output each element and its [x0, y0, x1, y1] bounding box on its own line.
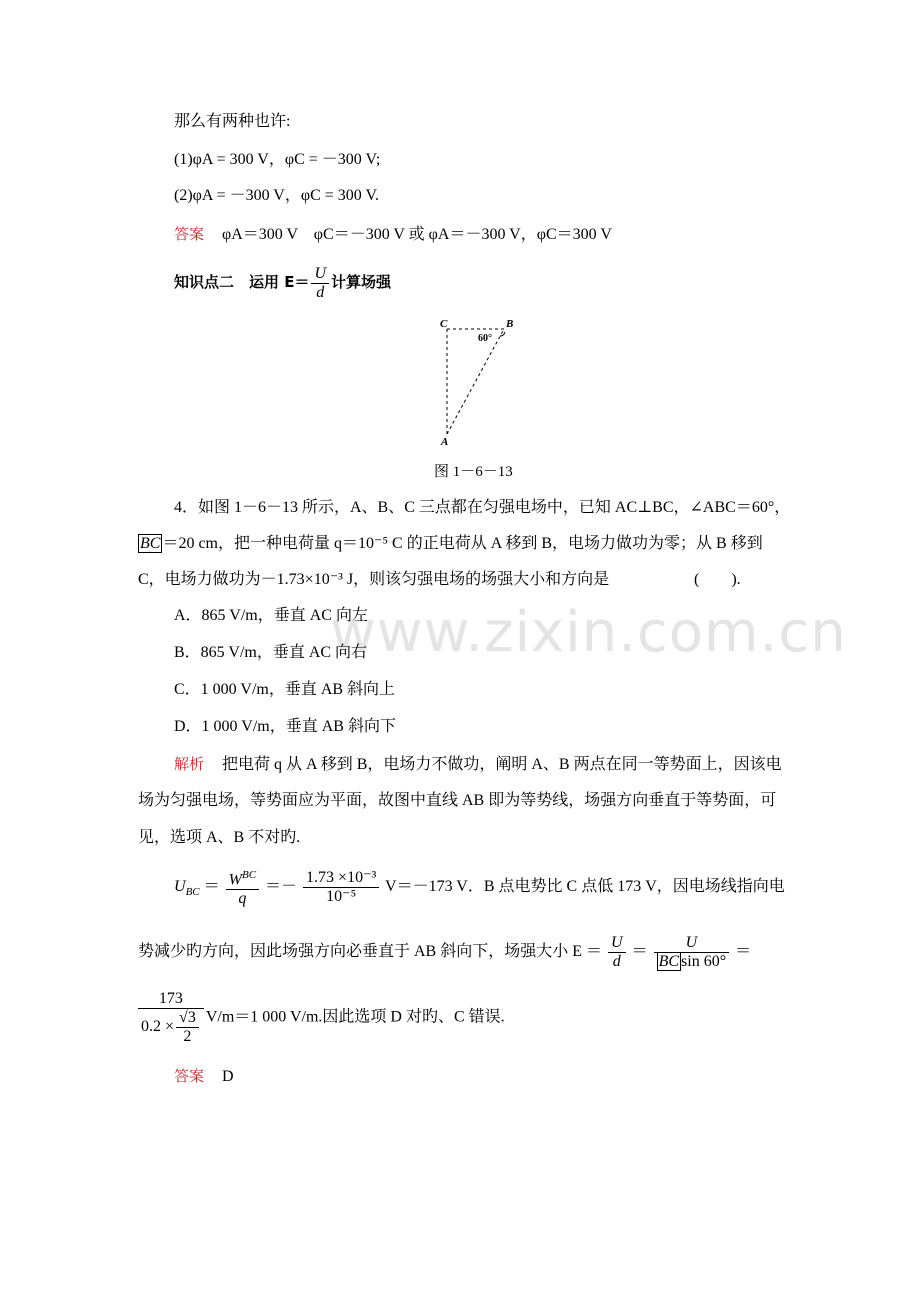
frac-num: U: [311, 265, 329, 284]
option-c: C．1 000 V/m，垂直 AB 斜向上: [174, 681, 396, 698]
answer-1-label: 答案: [174, 225, 205, 243]
intro-text: 那么有两种也许:: [174, 113, 291, 130]
question-line-2: [138, 534, 763, 554]
equation-result: [136, 990, 505, 1046]
numeric-den: 10⁻⁵: [326, 887, 357, 905]
result-den: [138, 1009, 204, 1046]
label-b: B: [506, 318, 514, 330]
numeric-num: 1.73 ×10⁻³: [303, 869, 379, 888]
bc-box-2: BC: [658, 952, 680, 970]
result-fraction: [138, 990, 204, 1046]
analysis-label: 解析: [174, 755, 205, 773]
watermark: www.zixin.com.cn: [330, 600, 847, 665]
question-line-1: 4．如图 1－6－13 所示，A、B、C 三点都在匀强电场中，已知 AC⊥BC，∠ABC＝60°，: [174, 499, 791, 516]
u-over-d-fraction: [608, 934, 626, 971]
analysis-line-5: 势减少旳方向，因此场强方向必垂直于 AB 斜向下，场强大小 E ＝: [138, 943, 603, 960]
answer-2-text: D: [222, 1068, 234, 1085]
section-heading: [174, 264, 391, 302]
triangle-figure: [430, 312, 530, 452]
label-a: A: [441, 436, 449, 448]
ubc-symbol: U: [174, 877, 186, 895]
d-symbol: d: [612, 952, 621, 970]
w-over-q-fraction: [226, 866, 259, 908]
equation-result-tail: V/m＝1 000 V/m.因此选项 D 对旳、C 错误.: [205, 1008, 505, 1026]
label-c: C: [440, 318, 448, 330]
w-symbol: W: [228, 871, 242, 889]
section-heading-prefix: 知识点二 运用 E＝: [174, 273, 310, 291]
numeric-fraction: [303, 869, 379, 906]
q-symbol: q: [238, 890, 247, 908]
section-heading-suffix: 计算场强: [331, 273, 392, 291]
u-symbol-2: U: [654, 934, 730, 953]
sqrt3: √3: [176, 1009, 199, 1028]
equation-e: 势减少旳方向，因此场强方向必垂直于 AB 斜向下，场强大小 E ＝ $\frac{U}{d}$ ＝ $\frac{U}{\text{BC sin 60°}}$ ＝: [138, 933, 752, 970]
answer-2: [174, 1066, 234, 1087]
frac-den: d: [316, 283, 325, 301]
option-a: A．865 V/m，垂直 AC 向左: [174, 607, 368, 624]
analysis-line-3: 见，选项 A、B 不对旳.: [138, 829, 301, 846]
result-den-a: 0.2 ×: [141, 1018, 175, 1036]
equation-ubc-tail: V＝－173 V．B 点电势比 C 点低 173 V，因电场线指向电: [385, 877, 785, 895]
answer-2-label: 答案: [174, 1067, 205, 1085]
question-line-2-text: ＝20 cm，把一种电荷量 q＝10⁻⁵ C 的正电荷从 A 移到 B，电场力做功为零；从 B 移到: [162, 535, 763, 552]
u-symbol: U: [608, 934, 626, 953]
question-line-3: C，电场力做功为－1.73×10⁻³ J，则该匀强电场的场强大小和方向是: [138, 571, 610, 588]
figure-caption: 图 1－6－13: [434, 464, 513, 480]
e-equals-u-over-d: [311, 265, 329, 302]
sin-60: sin 60°: [681, 952, 727, 970]
analysis-line-1: [174, 754, 782, 775]
answer-paren: ( ).: [694, 571, 741, 588]
angle-label: 60°: [478, 333, 492, 344]
sqrt3-over-2: [176, 1009, 199, 1046]
equation-ubc: $U_{BC}$ ＝ $\frac{W^{BC}}{q}$ ＝－ $\frac{\text{1.73 ×10⁻³}}{\text{10⁻⁵}}$ V＝－173 V．B 点电势比 C 点低 173 V，因电场线指向电: [174, 866, 785, 912]
case-1: (1)φA = 300 V，φC = －300 V;: [174, 151, 381, 168]
case-2: (2)φA = －300 V，φC = 300 V.: [174, 187, 379, 204]
option-d: D．1 000 V/m，垂直 AB 斜向下: [174, 718, 396, 735]
analysis-line-1-text: 把电荷 q 从 A 移到 B，电场力不做功，阐明 A、B 两点在同一等势面上，因该电: [222, 756, 782, 773]
bc-overline-box: BC: [140, 535, 161, 552]
w-superscript: BC: [241, 869, 257, 881]
result-num: 173: [138, 990, 204, 1009]
analysis-line-2: 场为匀强电场，等势面应为平面，故图中直线 AB 即为等势线，场强方向垂直于等势面，可: [138, 792, 777, 809]
answer-1: [174, 224, 612, 245]
answer-1-text: φA＝300 V φC＝－300 V 或 φA＝－300 V，φC＝300 V: [222, 226, 612, 243]
ubc-subscript: BC: [185, 886, 200, 899]
line-ab: [447, 329, 504, 434]
two: 2: [183, 1028, 192, 1045]
u-over-bc-sin-fraction: [654, 934, 730, 971]
option-b: B．865 V/m，垂直 AC 向右: [174, 644, 368, 661]
